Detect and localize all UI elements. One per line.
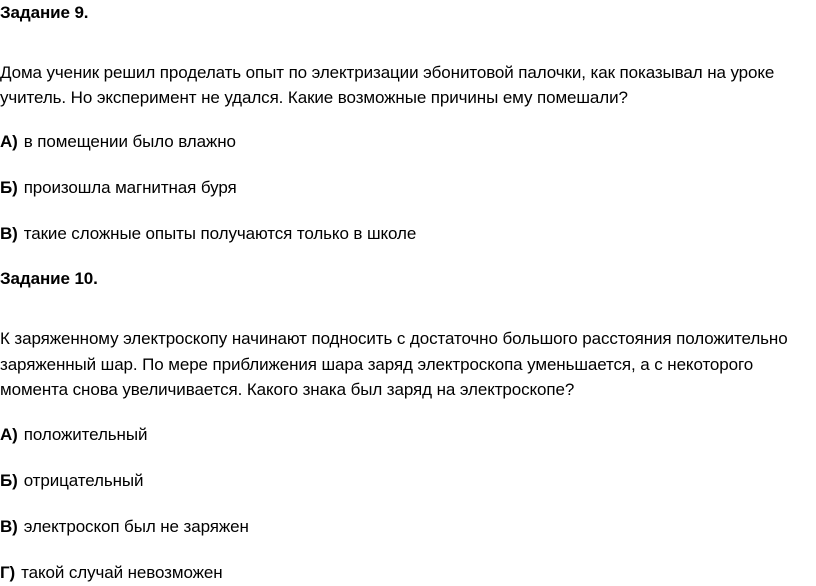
task9-option-a (0, 130, 236, 154)
task10-option-c (0, 515, 249, 539)
task10-option-d (0, 561, 223, 585)
task10-option-b (0, 469, 143, 493)
task9-question-line-2: учитель. Но эксперимент не удался. Какие возможные причины ему помешали? (0, 88, 628, 107)
option-letter: Б) (0, 178, 18, 197)
option-text: положительный (23, 425, 148, 444)
option-text: произошла магнитная буря (23, 178, 237, 197)
option-letter: В) (0, 224, 18, 243)
task9-title: Задание 9. (0, 3, 89, 22)
option-text: электроскоп был не заряжен (23, 517, 249, 536)
task9-option-c (0, 222, 416, 246)
option-letter: А) (0, 132, 18, 151)
task10-question-line-2: заряженный шар. По мере приближения шара заряд электроскопа уменьшается, а с некоторого (0, 355, 754, 374)
option-text: в помещении было влажно (23, 132, 236, 151)
option-letter: В) (0, 517, 18, 536)
option-letter: А) (0, 425, 18, 444)
task9-option-b (0, 176, 237, 200)
task9-question-line-1: Дома ученик решил проделать опыт по электризации эбонитовой палочки, как показывал на уроке (0, 63, 775, 82)
task10-option-a (0, 423, 147, 447)
option-letter: Г) (0, 563, 16, 582)
option-letter: Б) (0, 471, 18, 490)
option-text: такой случай невозможен (21, 563, 223, 582)
task10-question-line-3: момента снова увеличивается. Какого знака был заряд на электроскопе? (0, 380, 575, 399)
option-text: такие сложные опыты получаются только в школе (23, 224, 417, 243)
task10-question-line-1: К заряженному электроскопу начинают подносить с достаточно большого расстояния положительно (0, 329, 788, 348)
task10-title: Задание 10. (0, 269, 98, 288)
option-text: отрицательный (23, 471, 144, 490)
